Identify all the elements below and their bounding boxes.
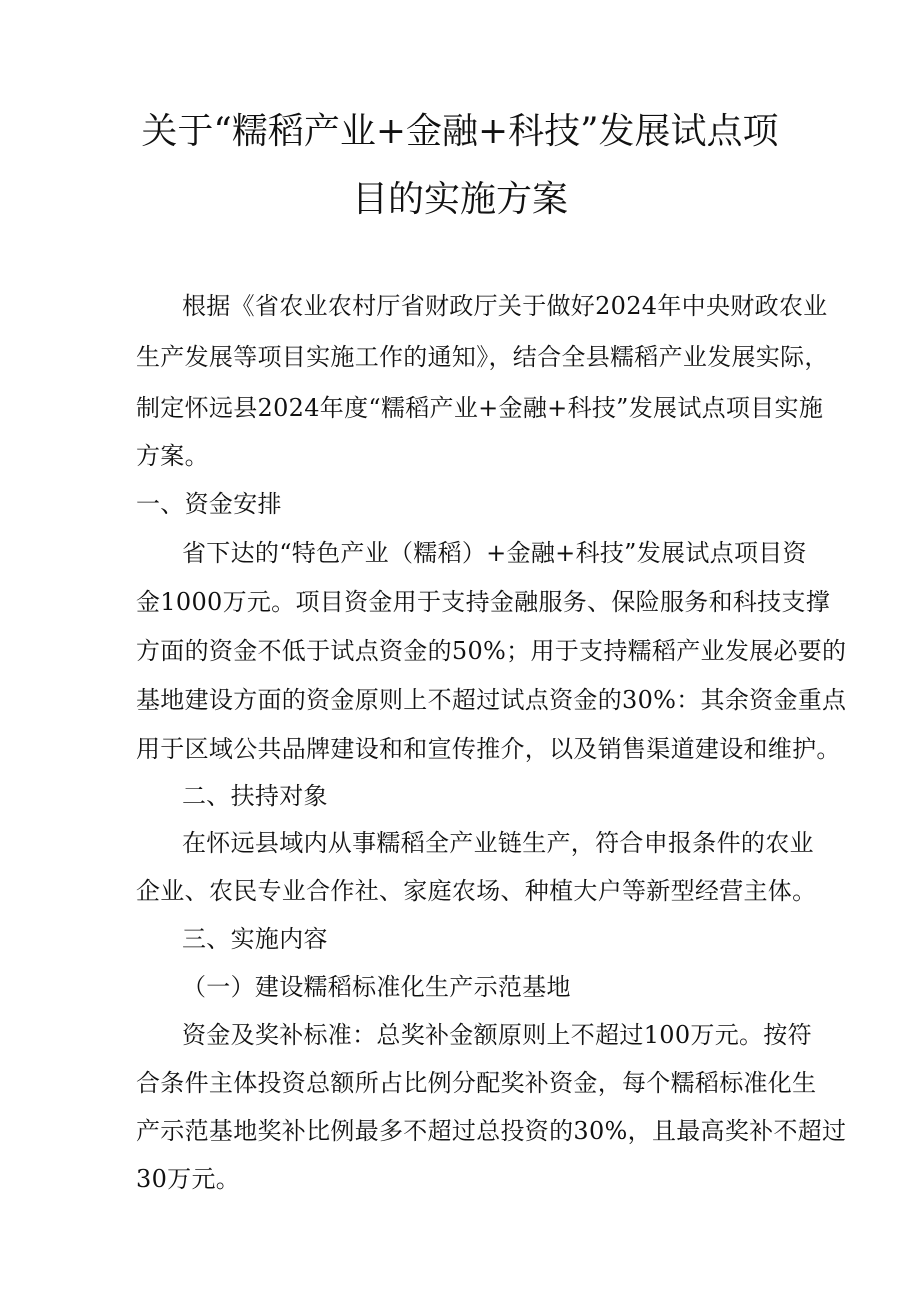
document-title-line-2: 目的实施方案 bbox=[351, 179, 568, 220]
subsection-1-line-4: 30万元。 bbox=[136, 1165, 241, 1193]
section-1-line-3: 方面的资金不低于试点资金的50%；用于支持糯稻产业发展必要的 bbox=[136, 637, 847, 665]
intro-line-4: 方案。 bbox=[136, 442, 209, 470]
section-1-line-1: 省下达的“特色产业（糯稻）+金融+科技”发展试点项目资 bbox=[182, 539, 807, 567]
section-3-heading: 三、实施内容 bbox=[182, 925, 328, 953]
section-1-line-2: 金1000万元。项目资金用于支持金融服务、保险服务和科技支撑 bbox=[136, 588, 831, 616]
intro-line-1: 根据《省农业农村厅省财政厅关于做好2024年中央财政农业 bbox=[182, 292, 828, 320]
subsection-1-line-2: 合条件主体投资总额所占比例分配奖补资金，每个糯稻标准化生 bbox=[136, 1069, 817, 1097]
intro-line-3: 制定怀远县2024年度“糯稻产业+金融+科技”发展试点项目实施 bbox=[136, 394, 824, 422]
document-title-line-1: 关于“糯稻产业+金融+科技”发展试点项 bbox=[141, 111, 779, 152]
subsection-1-line-1: 资金及奖补标准：总奖补金额原则上不超过100万元。按符 bbox=[182, 1021, 812, 1049]
section-2-line-2: 企业、农民专业合作社、家庭农场、种植大户等新型经营主体。 bbox=[136, 877, 817, 905]
intro-line-2: 生产发展等项目实施工作的通知》，结合全县糯稻产业发展实际， bbox=[136, 343, 829, 371]
section-2-line-1: 在怀远县域内从事糯稻全产业链生产，符合申报条件的农业 bbox=[182, 829, 814, 857]
section-1-line-4: 基地建设方面的资金原则上不超过试点资金的30%：其余资金重点 bbox=[136, 686, 847, 714]
section-1-heading: 一、资金安排 bbox=[136, 490, 282, 518]
section-2-heading: 二、扶持对象 bbox=[182, 782, 328, 810]
section-1-line-5: 用于区域公共品牌建设和和宣传推介，以及销售渠道建设和维护。 bbox=[136, 735, 841, 763]
subsection-1-line-3: 产示范基地奖补比例最多不超过总投资的30%，且最高奖补不超过 bbox=[136, 1117, 847, 1145]
subsection-1-heading: （一）建设糯稻标准化生产示范基地 bbox=[182, 973, 571, 1001]
